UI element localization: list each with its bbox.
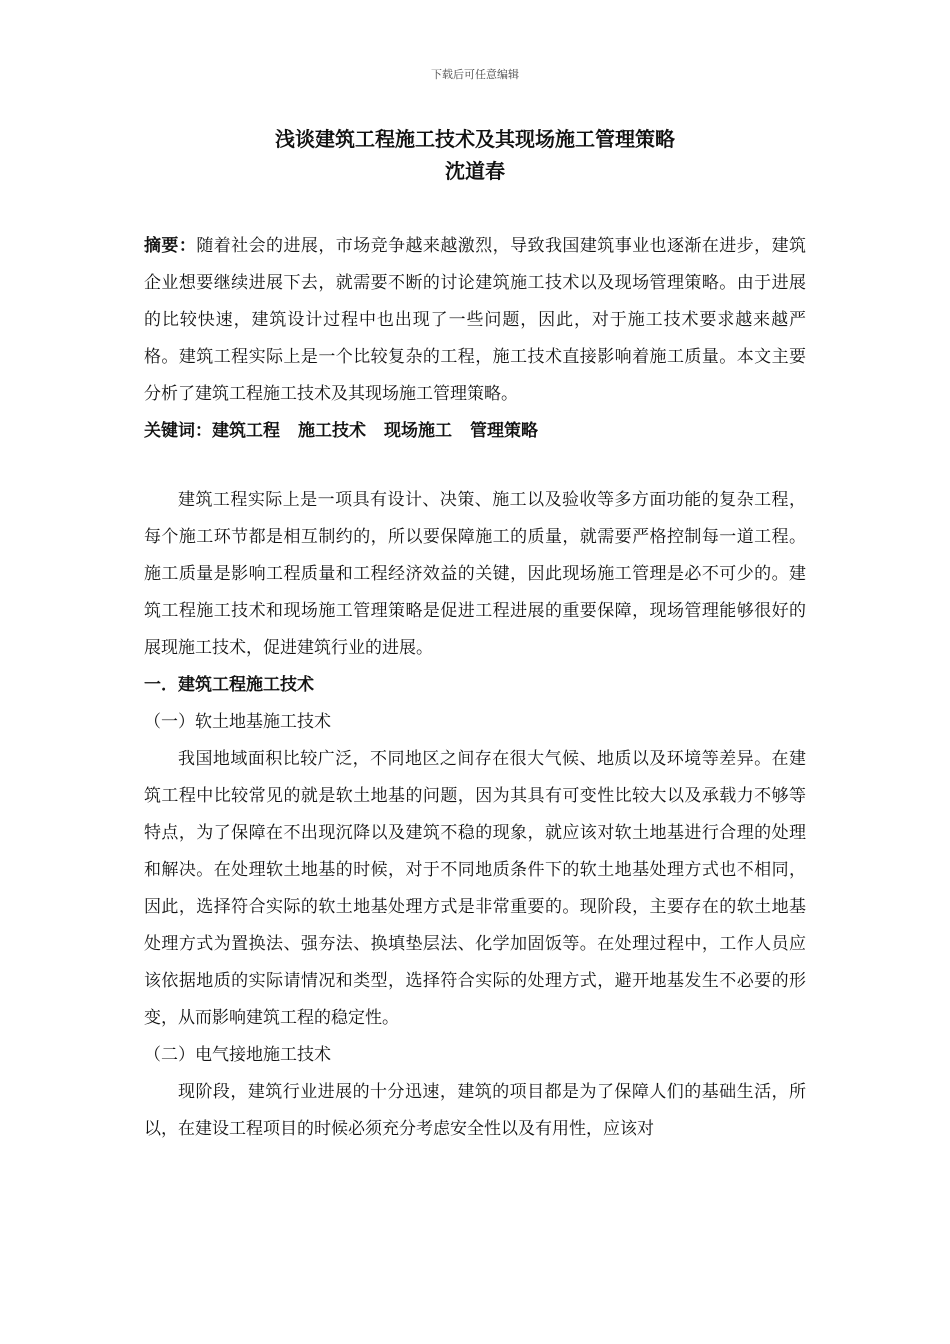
keyword-item: 现场施工 <box>384 421 452 441</box>
keywords-label: 关键词： <box>144 421 212 441</box>
author-name: 沈道春 <box>445 159 505 183</box>
keyword-item: 施工技术 <box>298 421 366 441</box>
document-title: 浅谈建筑工程施工技术及其现场施工管理策略 <box>275 127 675 151</box>
subsection-2-paragraph: 现阶段，建筑行业进展的十分迅速，建筑的项目都是为了保障人们的基础生活，所以，在建设工程项目的时候必须充分考虑安全性以及有用性，应该对 <box>144 1082 806 1139</box>
abstract-label: 摘要： <box>144 236 197 256</box>
keyword-item: 管理策略 <box>470 421 538 441</box>
section-1-heading: 一．建筑工程施工技术 <box>144 675 314 695</box>
subsection-1-heading: （一）软土地基施工技术 <box>144 712 331 732</box>
intro-paragraph: 建筑工程实际上是一项具有设计、决策、施工以及验收等多方面功能的复杂工程，每个施工环节都是相互制约的，所以要保障施工的质量，就需要严格控制每一道工程。施工质量是影响工程质量和工程经济效益的关键，因此现场施工管理是必不可少的。建筑工程施工技术和现场施工管理策略是促进工程进展的重要保障，现场管理能够很好的展现施工技术，促进建筑行业的进展。 <box>144 490 806 658</box>
subsection-1-paragraph: 我国地域面积比较广泛，不同地区之间存在很大气候、地质以及环境等差异。在建筑工程中比较常见的就是软土地基的问题，因为其具有可变性比较大以及承载力不够等特点，为了保障在不出现沉降以及建筑不稳的现象，就应该对软土地基进行合理的处理和解决。在处理软土地基的时候，对于不同地质条件下的软土地基处理方式也不相同，因此，选择符合实际的软土地基处理方式是非常重要的。现阶段，主要存在的软土地基处理方式为置换法、强夯法、换填垫层法、化学加固饭等。在处理过程中，工作人员应该依据地质的实际请情况和类型，选择符合实际的处理方式，避开地基发生不必要的形变，从而影响建筑工程的稳定性。 <box>144 749 806 1028</box>
header-note: 下载后可任意编辑 <box>431 68 519 81</box>
document-body <box>144 228 806 1148</box>
abstract-paragraph <box>144 228 806 413</box>
abstract-text: 随着社会的进展，市场竞争越来越激烈，导致我国建筑事业也逐渐在进步，建筑企业想要继续进展下去，就需要不断的讨论建筑施工技术以及现场管理策略。由于进展的比较快速，建筑设计过程中也出现了一些问题，因此，对于施工技术要求越来越严格。建筑工程实际上是一个比较复杂的工程，施工技术直接影响着施工质量。本文主要分析了建筑工程施工技术及其现场施工管理策略。 <box>144 236 807 404</box>
spacer <box>144 450 806 482</box>
subsection-2-heading: （二）电气接地施工技术 <box>144 1045 331 1065</box>
keyword-item: 建筑工程 <box>212 421 280 441</box>
keywords-line <box>144 413 806 450</box>
